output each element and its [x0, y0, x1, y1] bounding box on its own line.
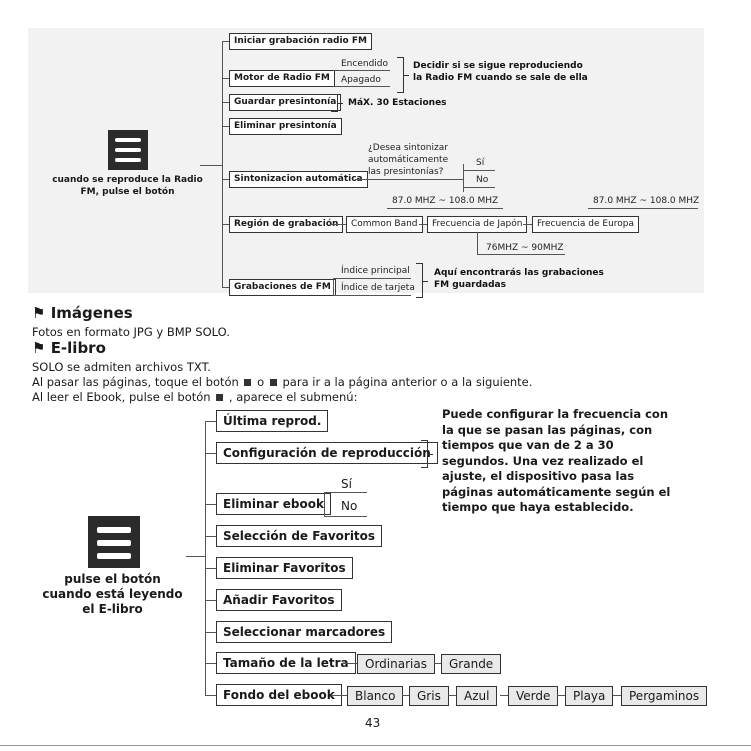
motor-option-off[interactable]: Apagado [341, 75, 381, 85]
flag-icon: ⚑ [32, 304, 46, 322]
rec-main-index[interactable]: Índice principal [341, 266, 410, 276]
bg-gray[interactable]: Gris [409, 686, 449, 706]
ebook-item-playback-config[interactable]: Configuración de reproducción [216, 442, 438, 464]
bg-green[interactable]: Verde [508, 686, 558, 706]
ebook-item-font-size[interactable]: Tamaño de la letra [216, 652, 356, 674]
fm-item-save-preset[interactable]: Guardar presintonía [229, 94, 341, 111]
footer-rule [0, 745, 751, 746]
menu-icon [216, 394, 223, 401]
bg-blue[interactable]: Azul [456, 686, 497, 706]
delete-yes[interactable]: Sí [341, 477, 352, 491]
fm-item-start-recording[interactable]: Iniciar grabación radio FM [229, 33, 372, 50]
fm-item-auto-tune[interactable]: Sintonizacion automática [229, 171, 368, 188]
menu-icon [108, 130, 148, 170]
auto-tune-question: ¿Desea sintonizar automáticamente las presintonías? [368, 143, 449, 177]
ebook-item-add-favorites[interactable]: Añadir Favoritos [216, 589, 342, 611]
motor-option-on[interactable]: Encendido [341, 59, 389, 69]
ebook-item-select-favorites[interactable]: Selección de Favoritos [216, 525, 382, 547]
fm-item-region[interactable]: Región de grabación [229, 216, 343, 233]
images-text: Fotos en formato JPG y BMP SOLO. [32, 325, 230, 339]
auto-tune-no[interactable]: No [476, 175, 489, 185]
delete-no[interactable]: No [341, 499, 358, 513]
fm-item-delete-preset[interactable]: Eliminar presintonía [229, 118, 342, 135]
motor-note: Decidir si se sigue reproduciendo la Radio FM cuando se sale de ella [413, 61, 588, 83]
europe-range: 87.0 MHZ ~ 108.0 MHZ [593, 196, 700, 206]
fm-item-radio-engine[interactable]: Motor de Radio FM [229, 70, 335, 87]
auto-tune-yes[interactable]: Sí [476, 158, 485, 168]
ebook-item-select-bookmarks[interactable]: Seleccionar marcadores [216, 621, 392, 643]
ebook-item-delete[interactable]: Eliminar ebook [216, 493, 331, 515]
ebook-line1: SOLO se admiten archivos TXT. [32, 360, 211, 374]
ebook-caption: pulse el botón cuando está leyendo el E-libro [42, 572, 183, 616]
page-number: 43 [365, 716, 381, 730]
recordings-note: Aquí encontrarás las grabaciones FM guardadas [434, 268, 604, 290]
flag-icon: ⚑ [32, 339, 46, 357]
japan-range: 76MHZ ~ 90MHZ [486, 243, 564, 253]
region-europe[interactable]: Frecuencia de Europa [532, 216, 639, 233]
presets-note: MáX. 30 Estaciones [348, 98, 447, 108]
bg-parchment[interactable]: Pergaminos [621, 686, 707, 706]
bg-beach[interactable]: Playa [565, 686, 613, 706]
ebook-item-last-played[interactable]: Última reprod. [216, 410, 328, 432]
menu-icon [88, 516, 140, 568]
font-size-normal[interactable]: Ordinarias [357, 654, 435, 674]
fm-caption: cuando se reproduce la Radio FM, pulse el botón [52, 175, 203, 197]
ebook-item-background[interactable]: Fondo del ebook [216, 684, 342, 706]
images-heading: ⚑ Imágenes [32, 304, 133, 322]
region-common-band[interactable]: Common Band [346, 216, 423, 233]
rec-card-index[interactable]: Índice de tarjeta [341, 283, 415, 293]
ebook-line3: Al leer el Ebook, pulse el botón , aparece el submenú: [32, 390, 358, 404]
ebook-line2: Al pasar las páginas, toque el botón o para ir a la página anterior o a la siguiente. [32, 375, 533, 389]
next-page-icon [270, 379, 277, 386]
config-note: Puede configurar la frecuencia con la que se pasan las páginas, con tiempos que van de 2 a 30 segundos. Una vez realizado el ajuste, el dispositivo pasa las páginas automáticamente según el tiempo que haya establecido. [442, 407, 671, 514]
font-size-large[interactable]: Grande [441, 654, 501, 674]
region-japan[interactable]: Frecuencia de Japón [427, 216, 527, 233]
fm-item-fm-recordings[interactable]: Grabaciones de FM [229, 279, 336, 296]
common-band-range: 87.0 MHZ ~ 108.0 MHZ [392, 196, 499, 206]
fm-connector [200, 165, 222, 166]
prev-page-icon [244, 379, 251, 386]
ebook-heading: ⚑ E-libro [32, 339, 106, 357]
ebook-item-delete-favorites[interactable]: Eliminar Favoritos [216, 557, 353, 579]
bg-white[interactable]: Blanco [347, 686, 403, 706]
